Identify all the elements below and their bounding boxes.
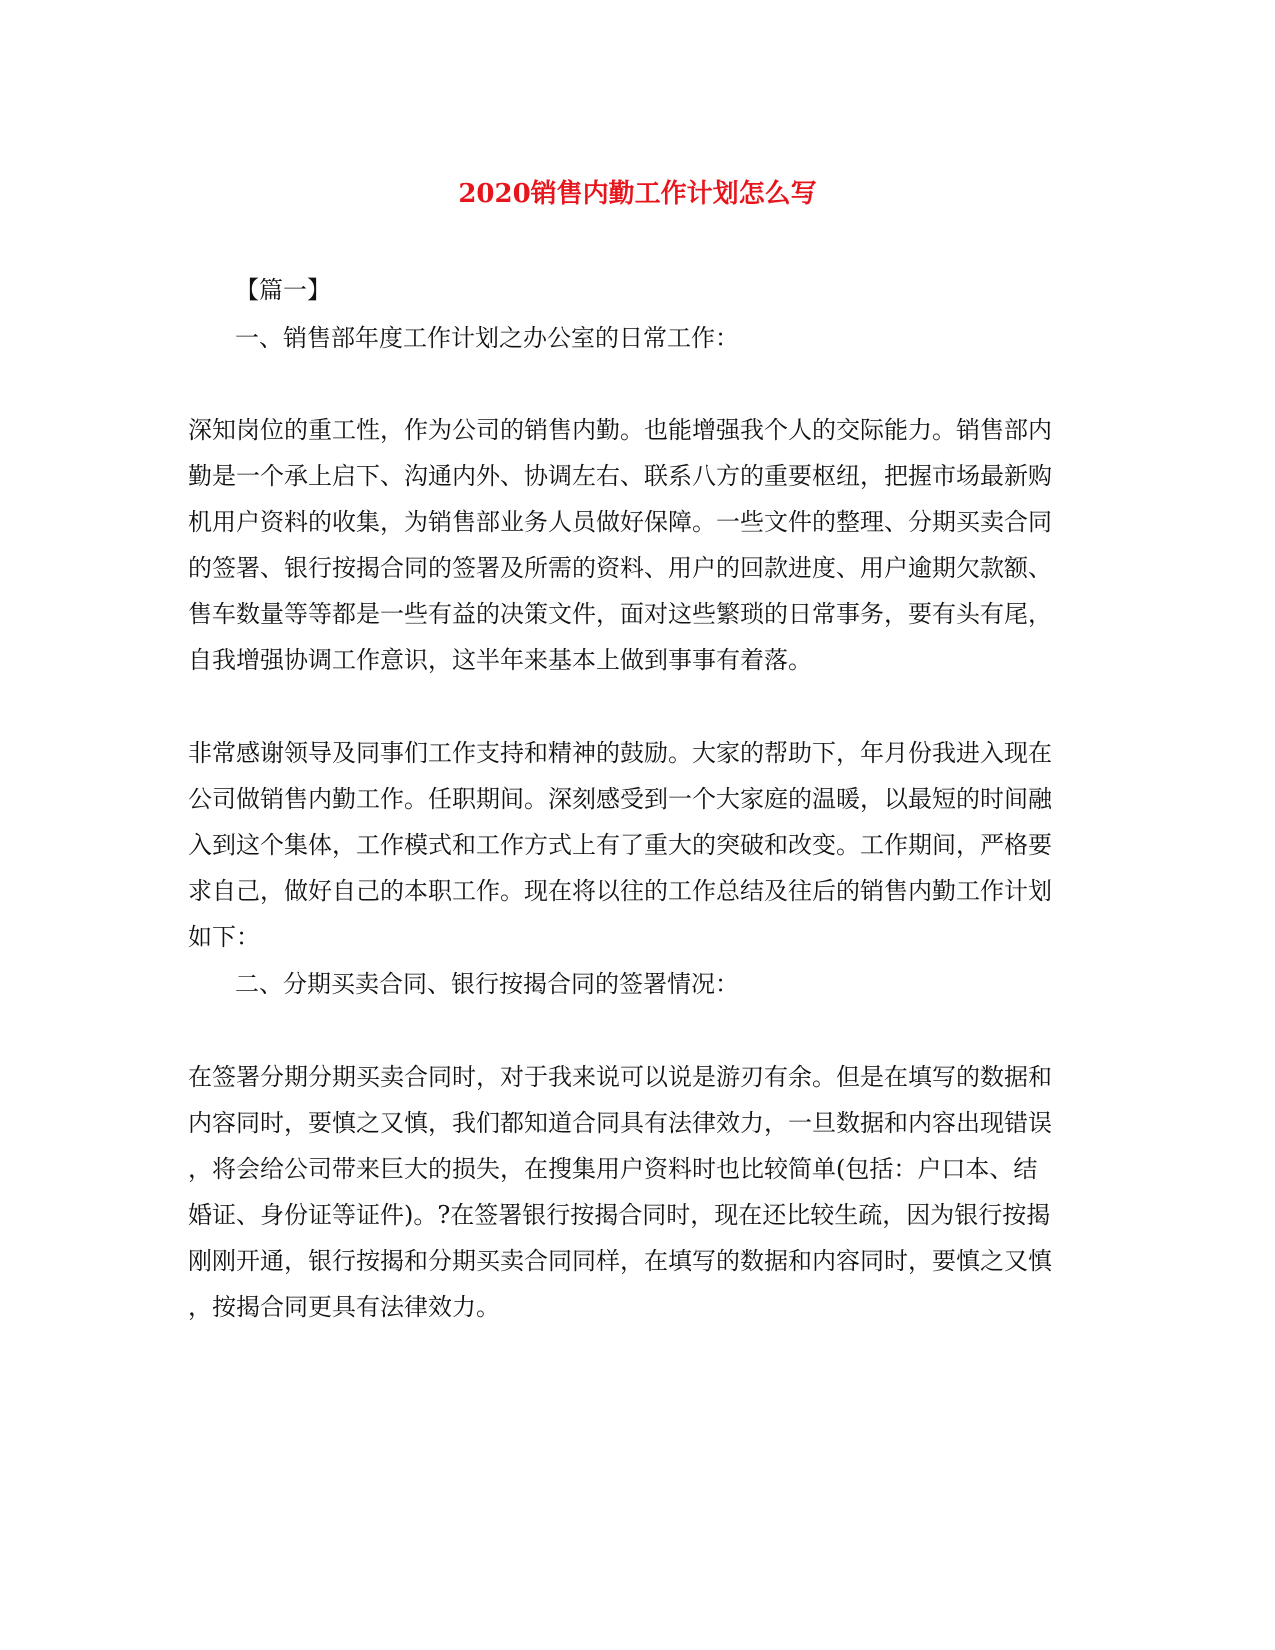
paragraph-line: 在签署分期分期买卖合同时，对于我来说可以说是游刃有余。但是在填写的数据和 [188,1063,1052,1091]
paragraph-line: ，将会给公司带来巨大的损失，在搜集用户资料时也比较简单(包括：户口本、结 [188,1155,1038,1183]
paragraph-line: 内容同时，要慎之又慎，我们都知道合同具有法律效力，一旦数据和内容出现错误 [188,1109,1052,1137]
heading-2: 二、分期买卖合同、银行按揭合同的签署情况： [235,970,739,998]
paragraph-line: 深知岗位的重工性，作为公司的销售内勤。也能增强我个人的交际能力。销售部内 [188,416,1052,444]
heading-1: 一、销售部年度工作计划之办公室的日常工作： [235,324,739,352]
paragraph-line: 入到这个集体，工作模式和工作方式上有了重大的突破和改变。工作期间，严格要 [188,831,1052,859]
paragraph-line: 公司做销售内勤工作。任职期间。深刻感受到一个大家庭的温暖，以最短的时间融 [188,785,1052,813]
paragraph-line: 刚刚开通，银行按揭和分期买卖合同同样，在填写的数据和内容同时，要慎之又慎 [188,1247,1052,1275]
paragraph-line: 自我增强协调工作意识，这半年来基本上做到事事有着落。 [188,646,812,674]
paragraph-line: 婚证、身份证等证件)。?在签署银行按揭合同时，现在还比较生疏，因为银行按揭 [188,1201,1051,1229]
paragraph-line: 售车数量等等都是一些有益的决策文件，面对这些繁琐的日常事务，要有头有尾， [188,600,1052,628]
paragraph-line: 求自己，做好自己的本职工作。现在将以往的工作总结及往后的销售内勤工作计划 [188,877,1052,905]
paragraph-line: 勤是一个承上启下、沟通内外、协调左右、联系八方的重要枢纽，把握市场最新购 [188,462,1052,490]
paragraph-line: 非常感谢领导及同事们工作支持和精神的鼓励。大家的帮助下，年月份我进入现在 [188,739,1052,767]
paragraph-line: 的签署、银行按揭合同的签署及所需的资料、用户的回款进度、用户逾期欠款额、 [188,554,1052,582]
paragraph-line: ，按揭合同更具有法律效力。 [188,1293,500,1321]
paragraph-line: 机用户资料的收集，为销售部业务人员做好保障。一些文件的整理、分期买卖合同 [188,508,1052,536]
section-label: 【篇一】 [235,276,331,304]
document-title: 2020销售内勤工作计划怎么写 [458,179,817,209]
paragraph-line: 如下： [188,923,260,951]
